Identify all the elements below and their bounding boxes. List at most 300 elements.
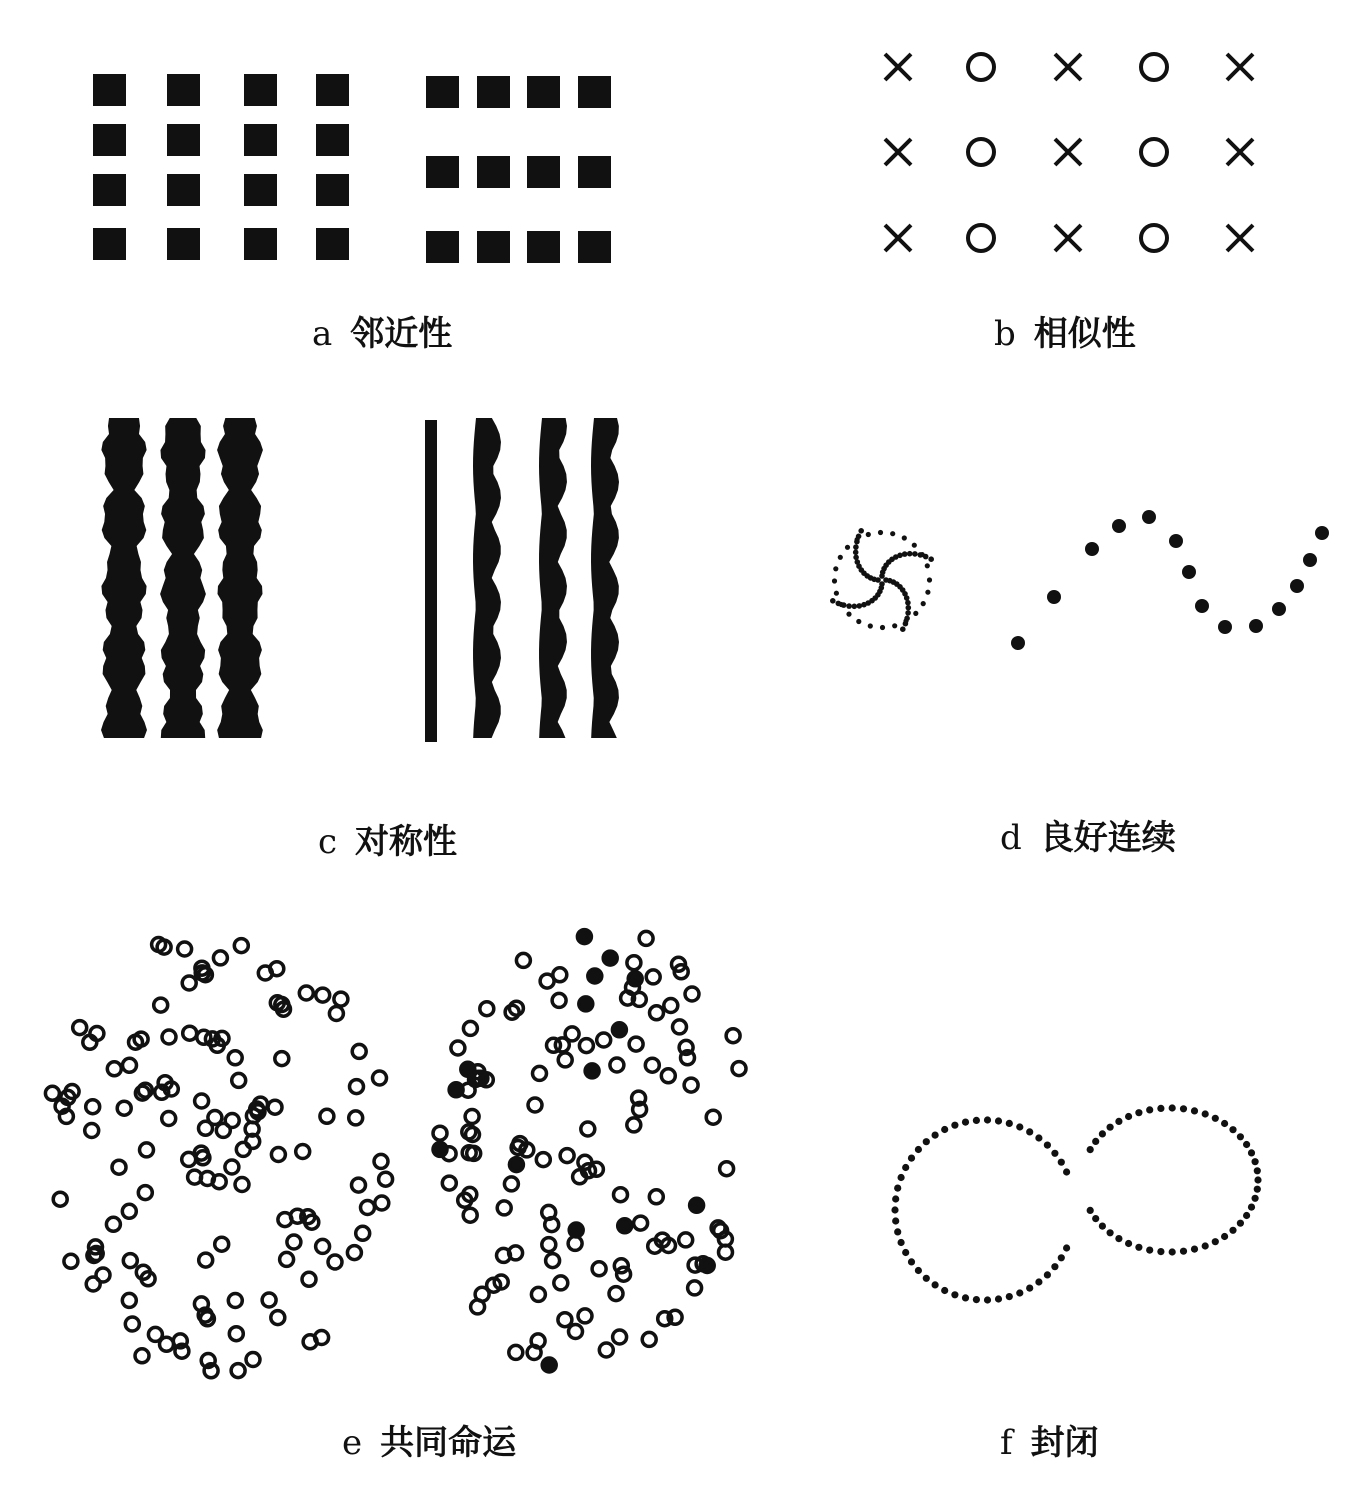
closure-dot: [1087, 1146, 1094, 1153]
hollow-ring: [215, 1237, 229, 1251]
closure-dot: [915, 1146, 922, 1153]
hollow-ring: [268, 1100, 282, 1114]
hollow-ring: [123, 1058, 137, 1072]
closure-dot: [894, 1185, 901, 1192]
cluster-dot: [902, 551, 908, 557]
closure-dot: [1146, 1106, 1153, 1113]
hollow-ring: [246, 1353, 260, 1367]
closure-dot: [1237, 1133, 1244, 1140]
closure-dot: [1229, 1227, 1236, 1234]
closure-dot: [915, 1267, 922, 1274]
hollow-ring: [609, 1287, 623, 1301]
cross-mark: [1055, 54, 1081, 80]
closure-dot: [1212, 1238, 1219, 1245]
hollow-ring: [706, 1110, 720, 1124]
hollow-ring: [106, 1217, 120, 1231]
hollow-ring: [463, 1021, 477, 1035]
hollow-ring: [554, 1276, 568, 1290]
caption-letter: c: [318, 822, 338, 862]
hollow-ring: [504, 1177, 518, 1191]
hollow-ring: [528, 1098, 542, 1112]
cluster-dot: [853, 555, 859, 561]
asymmetric-shapes: [425, 418, 619, 742]
closure-dot: [941, 1126, 948, 1133]
ring-field-plain: [45, 938, 392, 1378]
closure-dot: [1006, 1120, 1013, 1127]
hollow-ring: [610, 1058, 624, 1072]
cluster-dot: [912, 543, 917, 548]
hollow-ring: [497, 1201, 511, 1215]
closure-dot: [1157, 1248, 1164, 1255]
filled-ring: [588, 969, 602, 983]
cluster-dot: [928, 556, 934, 562]
closure-dot: [923, 1275, 930, 1282]
closure-dot: [1191, 1246, 1198, 1253]
hollow-ring: [316, 1239, 330, 1253]
hollow-ring: [685, 987, 699, 1001]
cross-mark: [1227, 54, 1253, 80]
closure-dot: [923, 1138, 930, 1145]
wave-dot: [1249, 619, 1263, 633]
hollow-ring: [379, 1172, 393, 1186]
hollow-ring: [183, 1026, 197, 1040]
hollow-ring: [64, 1254, 78, 1268]
hollow-ring: [451, 1041, 465, 1055]
hollow-ring: [361, 1201, 375, 1215]
hollow-ring: [195, 1094, 209, 1108]
closure-dot: [1092, 1138, 1099, 1145]
closure-dot: [1254, 1176, 1261, 1183]
asymmetric-column: [539, 418, 567, 738]
cluster-dot: [927, 577, 932, 582]
hollow-ring: [316, 988, 330, 1002]
hollow-ring: [558, 1053, 572, 1067]
dotted-figure-eight: [891, 1104, 1261, 1303]
hollow-ring: [374, 1154, 388, 1168]
hollow-ring: [329, 1007, 343, 1021]
symmetry-figure: [0, 390, 682, 880]
hollow-ring: [433, 1126, 447, 1140]
caption-similarity: [994, 306, 1136, 355]
hollow-ring: [225, 1160, 239, 1174]
hollow-ring: [533, 1066, 547, 1080]
hollow-ring: [661, 1069, 675, 1083]
closure-dot: [973, 1296, 980, 1303]
hollow-ring: [578, 1309, 592, 1323]
closure-dot: [1058, 1254, 1065, 1261]
closure-dot: [995, 1117, 1002, 1124]
hollow-ring: [148, 1327, 162, 1341]
cluster-dot: [913, 611, 918, 616]
hollow-ring: [579, 1039, 593, 1053]
hollow-ring: [547, 1038, 561, 1052]
wave-dot: [1315, 526, 1329, 540]
closure-dot: [892, 1217, 899, 1224]
cluster-dot: [903, 618, 908, 623]
cluster-dot: [853, 550, 859, 556]
closure-dot: [1169, 1248, 1176, 1255]
caption-text: 相似性: [1033, 314, 1136, 354]
cluster-dot: [925, 563, 930, 568]
hollow-ring: [135, 1349, 149, 1363]
cross-mark: [1227, 139, 1253, 165]
circle-mark: [1141, 54, 1167, 80]
closure-dot: [1035, 1278, 1042, 1285]
hollow-ring: [235, 1178, 249, 1192]
hollow-ring: [123, 1254, 137, 1268]
hollow-ring: [650, 1006, 664, 1020]
hollow-ring: [599, 1343, 613, 1357]
hollow-ring: [234, 939, 248, 953]
filled-ring: [585, 1064, 599, 1078]
filled-ring: [612, 1023, 626, 1037]
closure-dot: [1044, 1271, 1051, 1278]
wave-dot: [1011, 636, 1025, 650]
hollow-ring: [726, 1029, 740, 1043]
closure-dot: [1026, 1285, 1033, 1292]
closure-dot: [1157, 1105, 1164, 1112]
caption-symmetry: [318, 814, 457, 863]
hollow-ring: [569, 1325, 583, 1339]
cluster-dot: [921, 601, 926, 606]
circle-mark: [1141, 139, 1167, 165]
hollow-ring: [271, 1148, 285, 1162]
closure-dot: [1006, 1293, 1013, 1300]
cluster-dot: [880, 625, 885, 630]
closure-dot: [1254, 1186, 1261, 1193]
wave-dot: [1303, 553, 1317, 567]
hollow-ring: [673, 1020, 687, 1034]
closure-dot: [1107, 1124, 1114, 1131]
closure-dot: [1063, 1244, 1070, 1251]
caption-common-fate: [342, 1415, 516, 1464]
cluster-dot: [830, 598, 836, 604]
wave-dot: [1290, 579, 1304, 593]
closure-dot: [1115, 1235, 1122, 1242]
cluster-dot: [852, 604, 858, 610]
dot-wave-curve: [1011, 510, 1329, 650]
hollow-ring: [463, 1208, 477, 1222]
hollow-ring: [465, 1110, 479, 1124]
hollow-ring: [140, 1143, 154, 1157]
hollow-ring: [299, 986, 313, 1000]
symmetric-column: [160, 418, 206, 738]
wave-dot: [1112, 519, 1126, 533]
wave-dot: [1182, 565, 1196, 579]
circle-mark: [968, 54, 994, 80]
caption-closure: [1000, 1415, 1099, 1464]
closure-dot: [1221, 1120, 1228, 1127]
closure-dot: [1229, 1126, 1236, 1133]
closure-dot: [1125, 1113, 1132, 1120]
hollow-ring: [228, 1294, 242, 1308]
cluster-dot: [846, 603, 852, 609]
cluster-dot: [920, 552, 925, 557]
hollow-ring: [178, 942, 192, 956]
hollow-ring: [347, 1246, 361, 1260]
filled-ring: [577, 930, 591, 944]
closure-dot: [962, 1294, 969, 1301]
closure-dot: [1063, 1168, 1070, 1175]
hollow-ring: [627, 1118, 641, 1132]
closure-dot: [995, 1295, 1002, 1302]
closure-dot: [1035, 1134, 1042, 1141]
closure-dot: [1254, 1167, 1261, 1174]
closure-dot: [1016, 1123, 1023, 1130]
closure-dot: [1180, 1105, 1187, 1112]
hollow-ring: [112, 1160, 126, 1174]
caption-letter: a: [312, 314, 333, 354]
closure-dot: [894, 1228, 901, 1235]
caption-text: 对称性: [355, 822, 458, 862]
hollow-ring: [475, 1287, 489, 1301]
cluster-dot: [904, 595, 910, 601]
caption-letter: d: [1000, 818, 1022, 858]
closure-dot: [1248, 1149, 1255, 1156]
closure-dot: [1169, 1104, 1176, 1111]
closure-dot: [1252, 1158, 1259, 1165]
cross-circle-grid: [885, 54, 1253, 251]
closure-dot: [908, 1258, 915, 1265]
cluster-dot: [846, 612, 851, 617]
hollow-ring: [302, 1272, 316, 1286]
cluster-dot: [900, 626, 906, 632]
filled-ring: [603, 951, 617, 965]
closure-dot: [973, 1117, 980, 1124]
caption-letter: b: [994, 314, 1016, 354]
wave-dot: [1218, 620, 1232, 634]
caption-continuation: [1000, 810, 1176, 859]
closure-dot: [1115, 1118, 1122, 1125]
hollow-ring: [480, 1002, 494, 1016]
square-grid-rows: [426, 76, 611, 263]
caption-proximity: [312, 306, 452, 355]
symmetric-column: [101, 418, 147, 738]
hollow-ring: [639, 931, 653, 945]
filled-ring: [542, 1358, 556, 1372]
closure-dot: [1212, 1115, 1219, 1122]
caption-text: 共同命运: [380, 1423, 517, 1463]
closure-dot: [891, 1206, 898, 1213]
asymmetric-column: [591, 418, 619, 738]
hollow-ring: [162, 1030, 176, 1044]
closure-dot: [902, 1249, 909, 1256]
closure-dot: [1202, 1110, 1209, 1117]
closure-dot: [1191, 1107, 1198, 1114]
closure-dot: [932, 1132, 939, 1139]
hollow-ring: [642, 1332, 656, 1346]
cluster-dot: [845, 545, 850, 550]
hollow-ring: [85, 1124, 99, 1138]
hollow-ring: [228, 1051, 242, 1065]
closure-dot: [1107, 1229, 1114, 1236]
cluster-dot: [855, 537, 860, 542]
cluster-dot: [868, 623, 873, 628]
closure-dot: [1099, 1130, 1106, 1137]
closure-dot: [1125, 1240, 1132, 1247]
hollow-ring: [162, 1112, 176, 1126]
filled-ring: [579, 997, 593, 1011]
hollow-ring: [516, 953, 530, 967]
hollow-ring: [182, 1152, 196, 1166]
symmetric-shapes: [101, 418, 263, 738]
closure-dot: [1237, 1220, 1244, 1227]
hollow-ring: [275, 1052, 289, 1066]
closure-dot: [1135, 1244, 1142, 1251]
asymmetric-column: [425, 420, 437, 742]
closure-dot: [1180, 1248, 1187, 1255]
circle-mark: [968, 225, 994, 251]
closure-dot: [898, 1174, 905, 1181]
hollow-ring: [592, 1262, 606, 1276]
hollow-ring: [720, 1162, 734, 1176]
hollow-ring: [688, 1281, 702, 1295]
hollow-ring: [540, 974, 554, 988]
hollow-ring: [352, 1044, 366, 1058]
hollow-ring: [542, 1238, 556, 1252]
closure-dot: [1051, 1150, 1058, 1157]
hollow-ring: [262, 1293, 276, 1307]
hollow-ring: [320, 1109, 334, 1123]
hollow-ring: [373, 1071, 387, 1085]
panel-symmetry: [0, 390, 682, 880]
panel-continuation: [682, 390, 1364, 880]
closure-dot: [1092, 1215, 1099, 1222]
wave-dot: [1142, 510, 1156, 524]
hollow-ring: [536, 1153, 550, 1167]
hollow-ring: [328, 1255, 342, 1269]
closure-dot: [951, 1122, 958, 1129]
hollow-ring: [280, 1252, 294, 1266]
hollow-ring: [645, 1058, 659, 1072]
cluster-dot: [907, 551, 913, 557]
hollow-ring: [229, 1327, 243, 1341]
wave-dot: [1085, 542, 1099, 556]
hollow-ring: [352, 1178, 366, 1192]
filled-ring: [690, 1198, 704, 1212]
cluster-dot: [855, 559, 861, 565]
cluster-dot: [861, 602, 867, 608]
panel-common-fate: [0, 890, 800, 1490]
ring-field-marked: [433, 930, 746, 1372]
closure-dot: [1221, 1233, 1228, 1240]
hollow-ring: [614, 1188, 628, 1202]
closure-dot: [941, 1287, 948, 1294]
closure-dot: [908, 1155, 915, 1162]
closure-dot: [1099, 1223, 1106, 1230]
hollow-ring: [199, 1253, 213, 1267]
cluster-dot: [839, 602, 844, 607]
circle-mark: [968, 139, 994, 165]
hollow-ring: [581, 1122, 595, 1136]
closure-dot: [1243, 1212, 1250, 1219]
panel-similarity: [682, 0, 1364, 380]
hollow-ring: [684, 1078, 698, 1092]
hollow-ring: [45, 1086, 59, 1100]
wave-dot: [1169, 534, 1183, 548]
cluster-dot: [905, 600, 911, 606]
closure-dot: [898, 1239, 905, 1246]
filled-ring: [618, 1219, 632, 1233]
circle-mark: [1141, 225, 1167, 251]
hollow-ring: [122, 1204, 136, 1218]
hollow-ring: [125, 1317, 139, 1331]
closure-dot: [962, 1119, 969, 1126]
closure-dot: [902, 1164, 909, 1171]
caption-text: 良好连续: [1039, 818, 1176, 858]
hollow-ring: [664, 999, 678, 1013]
hollow-ring: [552, 993, 566, 1007]
hollow-ring: [442, 1176, 456, 1190]
cluster-dot: [832, 578, 837, 583]
hollow-ring: [349, 1111, 363, 1125]
cluster-dot: [834, 591, 839, 596]
caption-letter: e: [342, 1423, 363, 1463]
panel-proximity: [0, 0, 682, 380]
closure-dot: [1252, 1195, 1259, 1202]
cluster-dot: [897, 553, 903, 559]
hollow-ring: [154, 998, 168, 1012]
closure-dot: [984, 1296, 991, 1303]
hollow-ring: [117, 1101, 131, 1115]
hollow-ring: [649, 1190, 663, 1204]
hollow-ring: [287, 1235, 301, 1249]
common-fate-figure: [0, 890, 800, 1490]
closure-dot: [892, 1195, 899, 1202]
cluster-dot: [905, 610, 911, 616]
cluster-dot: [892, 623, 897, 628]
filled-ring: [509, 1158, 523, 1172]
caption-letter: f: [1000, 1423, 1013, 1463]
cross-mark: [1055, 225, 1081, 251]
hollow-ring: [107, 1062, 121, 1076]
closure-dot: [1058, 1159, 1065, 1166]
hollow-ring: [732, 1062, 746, 1076]
hollow-ring: [86, 1277, 100, 1291]
hollow-ring: [531, 1287, 545, 1301]
cluster-dot: [866, 532, 871, 537]
hollow-ring: [627, 956, 641, 970]
hollow-ring: [350, 1080, 364, 1094]
cluster-dot: [833, 566, 838, 571]
closure-dot: [932, 1281, 939, 1288]
hollow-ring: [679, 1233, 693, 1247]
closure-figure: [800, 890, 1364, 1490]
hollow-ring: [634, 1216, 648, 1230]
cluster-dot: [878, 530, 883, 535]
cluster-dot: [853, 544, 859, 550]
hollow-ring: [629, 1037, 643, 1051]
cluster-dot: [925, 590, 930, 595]
cross-mark: [885, 139, 911, 165]
closure-dot: [1044, 1142, 1051, 1149]
hollow-ring: [138, 1186, 152, 1200]
hollow-ring: [271, 1311, 285, 1325]
hollow-ring: [646, 970, 660, 984]
wave-dot: [1047, 590, 1061, 604]
cluster-dot: [856, 619, 861, 624]
panel-closure: [800, 890, 1364, 1490]
hollow-ring: [558, 1313, 572, 1327]
hollow-ring: [216, 1123, 230, 1137]
cluster-dot: [838, 555, 843, 560]
hollow-ring: [356, 1226, 370, 1240]
cluster-dot: [906, 605, 912, 611]
cluster-dot: [902, 535, 907, 540]
closure-dot: [1087, 1207, 1094, 1214]
closure-dot: [1135, 1109, 1142, 1116]
cross-mark: [885, 54, 911, 80]
